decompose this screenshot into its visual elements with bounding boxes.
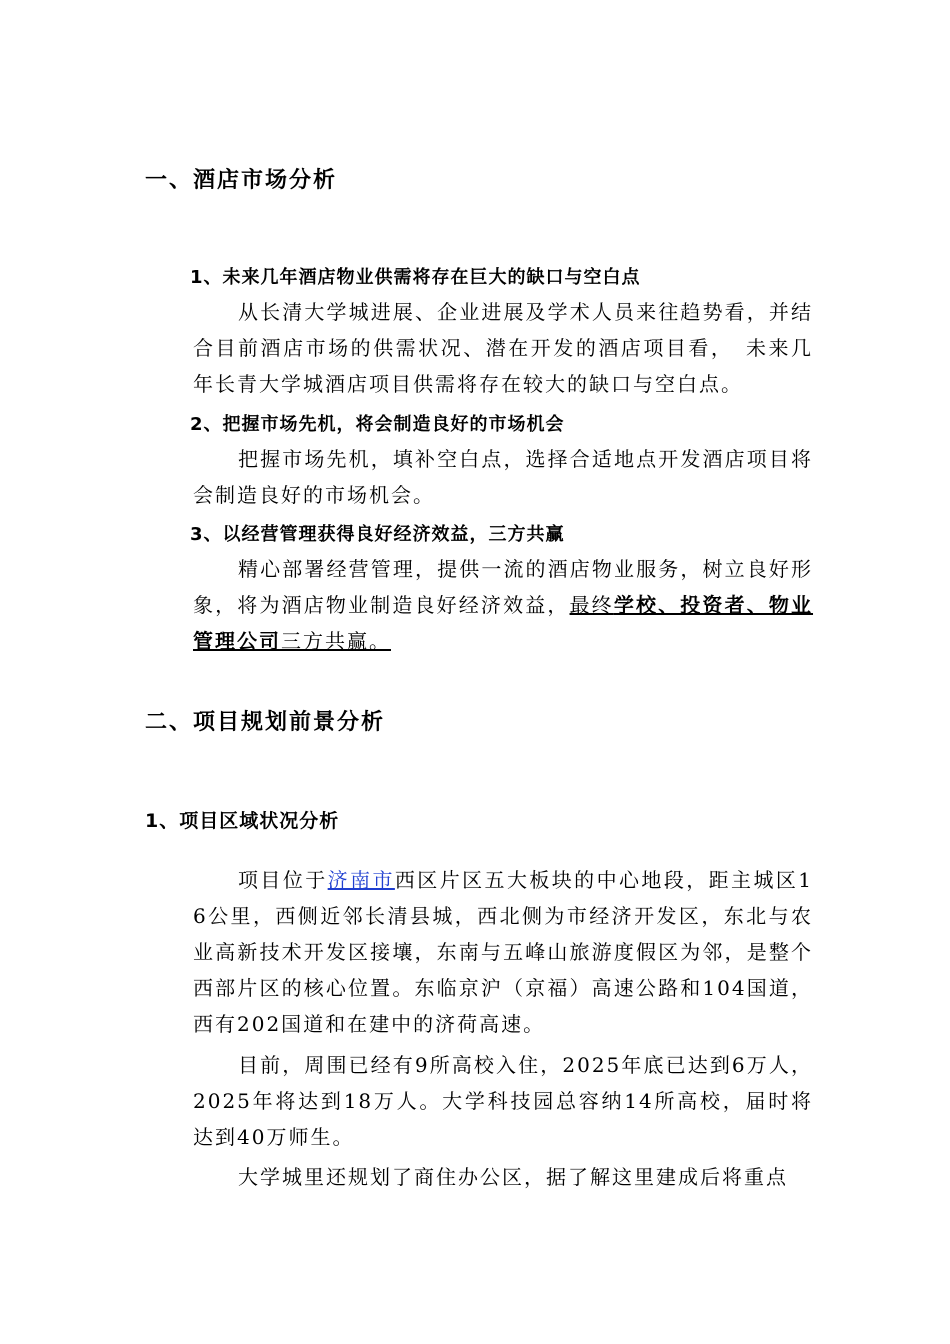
paragraph-universities: 目前，周围已经有9所高校入住，2025年底已达到6万人，2025年将达到18万人。大学科技园总容纳14所高校，届时将达到40万师生。 [193,1053,813,1149]
paragraph-supply-gap: 从长清大学城进展、企业进展及学术人员来往趋势看，并结合目前酒店市场的供需状况、潜在开发的酒店项目看， 未来几年长青大学城酒店项目供需将存在较大的缺口与空白点。 [193,300,813,396]
jinan-link[interactable]: 济南市 [327,868,395,892]
paragraph-win-win [193,551,813,659]
subheading-supply-gap: 1、未来几年酒店物业供需将存在巨大的缺口与空白点 [190,267,641,288]
win-win-underlined-suffix: 三方共赢。 [281,629,391,653]
paragraph-market-opportunity: 把握市场先机，填补空白点，选择合适地点开发酒店项目将会制造良好的市场机会。 [193,447,813,507]
section-title-project-planning: 二、项目规划前景分析 [145,710,386,735]
subheading-win-win: 3、以经营管理获得良好经济效益，三方共赢 [190,524,565,545]
paragraph-location [193,862,813,1042]
win-win-underlined-prefix: 最终 [569,593,614,617]
subheading-market-opportunity: 2、把握市场先机，将会制造良好的市场机会 [190,414,565,435]
subheading-region-status: 1、项目区域状况分析 [145,810,340,832]
location-text-after: 西区片区五大板块的中心地段，距主城区16公里，西侧近邻长清县城，西北侧为市经济开发区，东北与农业高新技术开发区接壤，东南与五峰山旅游度假区为邻，是整个西部片区的核心位置。东临京沪（京福）高速公路和104国道，西有202国道和在建中的济荷高速。 [193,868,814,1036]
location-text-before: 项目位于 [238,868,328,892]
paragraph-commercial-zone: 大学城里还规划了商住办公区，据了解这里建成后将重点 [238,1165,788,1189]
win-win-text: 精心部署经营管理，提供一流的酒店物业服务，树立良好形象，将为酒店物业制造良好经济效益， [193,557,813,617]
section-title-hotel-market: 一、酒店市场分析 [145,168,338,193]
win-win-parties: 学校、投资者、物业管理公司 [193,593,814,653]
